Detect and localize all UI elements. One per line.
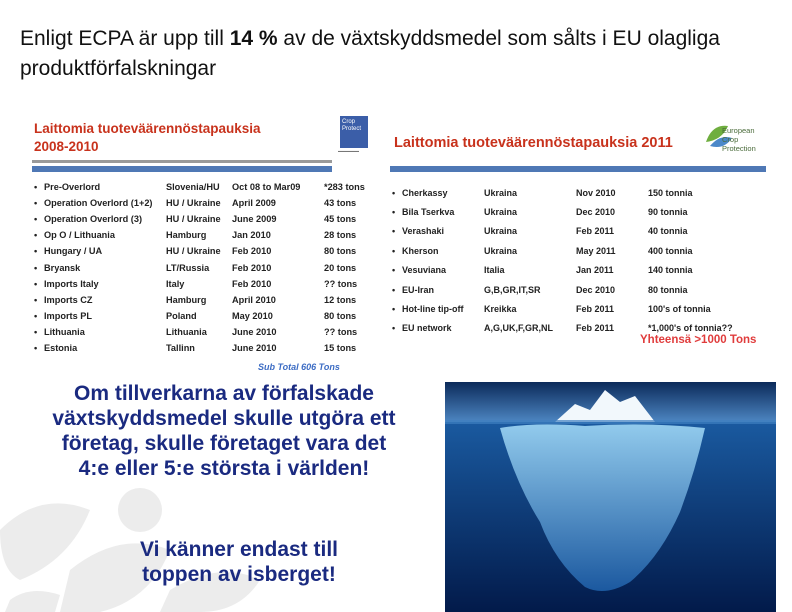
left-panel-rule-grey [32, 160, 332, 163]
left-logo-text: Crop Protect [342, 119, 362, 132]
right-cell-date: Feb 2011 [576, 226, 615, 237]
left-panel-rule-blue [32, 166, 332, 172]
left-table-row [34, 308, 374, 324]
bullet-icon: • [392, 207, 396, 218]
left-table-row [34, 243, 374, 259]
left-table-row [34, 259, 374, 275]
right-cell-location: A,G,UK,F,GR,NL [484, 323, 553, 334]
left-cell-operation: Operation Overlord (3) [44, 214, 143, 225]
body-paragraph: Om tillverkarna av förfalskade växtskyddsmedel skulle utgöra ett företag, skulle företaget vara det 4:e eller 5:e största i världen! [52, 382, 396, 480]
right-cell-operation: EU network [402, 323, 452, 334]
right-table-row [392, 299, 758, 318]
left-cell-operation: Hungary / UA [44, 246, 103, 257]
bullet-icon: • [392, 304, 396, 315]
right-total: Yhteensä >1000 Tons [640, 334, 757, 346]
left-cell-date: Oct 08 to Mar09 [232, 182, 301, 193]
logo-subtext-decor: ▬▬▬▬▬▬ [338, 149, 359, 153]
right-cell-quantity: 90 tonnia [648, 207, 688, 218]
left-cell-quantity: 80 tons [324, 246, 357, 257]
left-cell-date: June 2009 [232, 214, 277, 225]
bullet-icon: • [34, 198, 38, 209]
right-cell-date: Feb 2011 [576, 304, 615, 315]
left-cell-quantity: ?? tons [324, 326, 358, 337]
bullet-icon: • [392, 245, 396, 256]
left-cell-location: LT/Russia [166, 262, 210, 273]
left-cell-quantity: 28 tons [324, 230, 357, 241]
left-cell-operation: Lithuania [44, 326, 85, 337]
left-cell-operation: Estonia [44, 342, 78, 353]
left-cell-date: April 2009 [232, 198, 276, 209]
left-panel-title-line2: 2008-2010 [34, 139, 99, 154]
right-cell-date: Dec 2010 [576, 284, 616, 295]
bullet-icon: • [34, 294, 38, 305]
left-table-row [34, 276, 374, 292]
right-cell-location: Ukraina [484, 245, 518, 256]
left-cell-location: Tallinn [166, 342, 195, 353]
right-cell-quantity: 40 tonnia [648, 226, 688, 237]
right-cell-quantity: *1,000's of tonnia?? [648, 323, 733, 334]
right-cell-operation: Bila Tserkva [402, 207, 455, 218]
left-cell-date: May 2010 [232, 310, 273, 321]
cases-2011-panel [384, 116, 774, 348]
left-cell-operation: Operation Overlord (1+2) [44, 198, 153, 209]
left-table-row [34, 195, 374, 211]
left-cell-date: April 2010 [232, 294, 276, 305]
left-cell-location: Lithuania [166, 326, 207, 337]
left-cell-operation: Op O / Lithuania [44, 230, 115, 241]
left-cell-location: Hamburg [166, 294, 207, 305]
left-subtotal: Sub Total 606 Tons [258, 362, 340, 372]
right-cases-table [392, 183, 758, 338]
left-cell-location: Poland [166, 310, 197, 321]
right-cell-quantity: 80 tonnia [648, 284, 688, 295]
left-cell-date: June 2010 [232, 326, 277, 337]
bullet-icon: • [34, 310, 38, 321]
left-cell-location: HU / Ukraine [166, 246, 221, 257]
slide-title [20, 24, 780, 84]
right-cell-date: May 2011 [576, 245, 616, 256]
bullet-icon: • [34, 230, 38, 241]
left-cell-location: Slovenia/HU [166, 182, 220, 193]
bullet-icon: • [34, 278, 38, 289]
left-cell-quantity: *283 tons [324, 182, 365, 193]
right-cell-date: Nov 2010 [576, 187, 616, 198]
left-cell-operation: Bryansk [44, 262, 81, 273]
title-text-post: av de växtskyddsmedel som sålts i EU olagliga produktförfalskningar [20, 27, 720, 80]
bullet-icon: • [34, 262, 38, 273]
left-cell-operation: Imports PL [44, 310, 92, 321]
right-cell-operation: Vesuviana [402, 265, 447, 276]
right-cell-quantity: 100's of tonnia [648, 304, 711, 315]
left-cell-quantity: 12 tons [324, 294, 357, 305]
right-cell-quantity: 150 tonnia [648, 187, 693, 198]
right-cell-location: Ukraina [484, 226, 518, 237]
bullet-icon: • [34, 182, 38, 193]
bullet-icon: • [392, 187, 396, 198]
left-cell-quantity: ?? tons [324, 278, 358, 289]
bullet-icon: • [34, 246, 38, 257]
right-cell-date: Feb 2011 [576, 323, 615, 334]
right-table-row [392, 261, 758, 280]
left-cell-location: Italy [166, 278, 185, 289]
title-text-pre: Enligt ECPA är upp till [20, 27, 230, 50]
crop-protection-logo-icon [340, 116, 368, 148]
ecpa-logo-line1: European [722, 126, 755, 135]
bullet-icon: • [392, 323, 396, 334]
left-cell-operation: Pre-Overlord [44, 182, 101, 193]
left-cell-operation: Imports Italy [44, 278, 99, 289]
right-table-row [392, 280, 758, 299]
right-table-row [392, 202, 758, 221]
right-panel-rule-blue [390, 166, 766, 172]
title-percentage: 14 % [229, 27, 278, 50]
right-cell-quantity: 140 tonnia [648, 265, 693, 276]
body-tagline: Vi känner endast till toppen av isberget! [139, 538, 338, 586]
bullet-icon: • [34, 214, 38, 225]
left-cell-date: Jan 2010 [232, 230, 271, 241]
left-table-row [34, 227, 374, 243]
left-cell-location: HU / Ukraine [166, 198, 221, 209]
left-cell-quantity: 43 tons [324, 198, 357, 209]
right-cell-operation: Hot-line tip-off [402, 304, 464, 315]
left-cell-date: Feb 2010 [232, 246, 272, 257]
left-table-row [34, 292, 374, 308]
right-cell-location: Kreikka [484, 304, 517, 315]
left-table-row [34, 179, 374, 195]
left-cell-date: June 2010 [232, 342, 277, 353]
ecpa-logo-text [722, 126, 774, 153]
left-cell-quantity: 45 tons [324, 214, 357, 225]
left-cell-date: Feb 2010 [232, 262, 272, 273]
left-table-row [34, 340, 374, 356]
left-panel-title-line1: Laittomia tuoteväärennöstapauksia [34, 121, 261, 136]
right-cell-operation: Cherkassy [402, 187, 448, 198]
left-cell-quantity: 80 tons [324, 310, 357, 321]
right-cell-quantity: 400 tonnia [648, 245, 693, 256]
right-cell-location: Ukraina [484, 187, 518, 198]
bullet-icon: • [34, 326, 38, 337]
right-cell-operation: EU-Iran [402, 284, 435, 295]
right-table-row [392, 241, 758, 260]
bullet-icon: • [392, 265, 396, 276]
right-cell-location: Italia [484, 265, 505, 276]
left-table-row [34, 211, 374, 227]
left-panel-title [34, 120, 261, 156]
bullet-icon: • [392, 226, 396, 237]
right-cell-operation: Verashaki [402, 226, 445, 237]
right-table-row [392, 183, 758, 202]
bullet-icon: • [392, 284, 396, 295]
left-cell-quantity: 15 tons [324, 342, 357, 353]
right-panel-title: Laittomia tuoteväärennöstapauksia 2011 [394, 135, 673, 151]
cases-2008-2010-panel [22, 112, 374, 374]
right-cell-date: Jan 2011 [576, 265, 614, 276]
right-cell-operation: Kherson [402, 245, 439, 256]
right-cell-location: Ukraina [484, 207, 518, 218]
right-cell-location: G,B,GR,IT,SR [484, 284, 541, 295]
left-cell-quantity: 20 tons [324, 262, 357, 273]
right-cell-date: Dec 2010 [576, 207, 616, 218]
left-cell-date: Feb 2010 [232, 278, 272, 289]
bullet-icon: • [34, 342, 38, 353]
left-table-row [34, 324, 374, 340]
ecpa-logo-line2: Crop Protection [722, 135, 756, 153]
left-cell-location: HU / Ukraine [166, 214, 221, 225]
iceberg-photo-icon [445, 382, 776, 612]
left-cell-operation: Imports CZ [44, 294, 93, 305]
right-table-row [392, 222, 758, 241]
left-cell-location: Hamburg [166, 230, 207, 241]
left-cases-table [34, 179, 374, 356]
